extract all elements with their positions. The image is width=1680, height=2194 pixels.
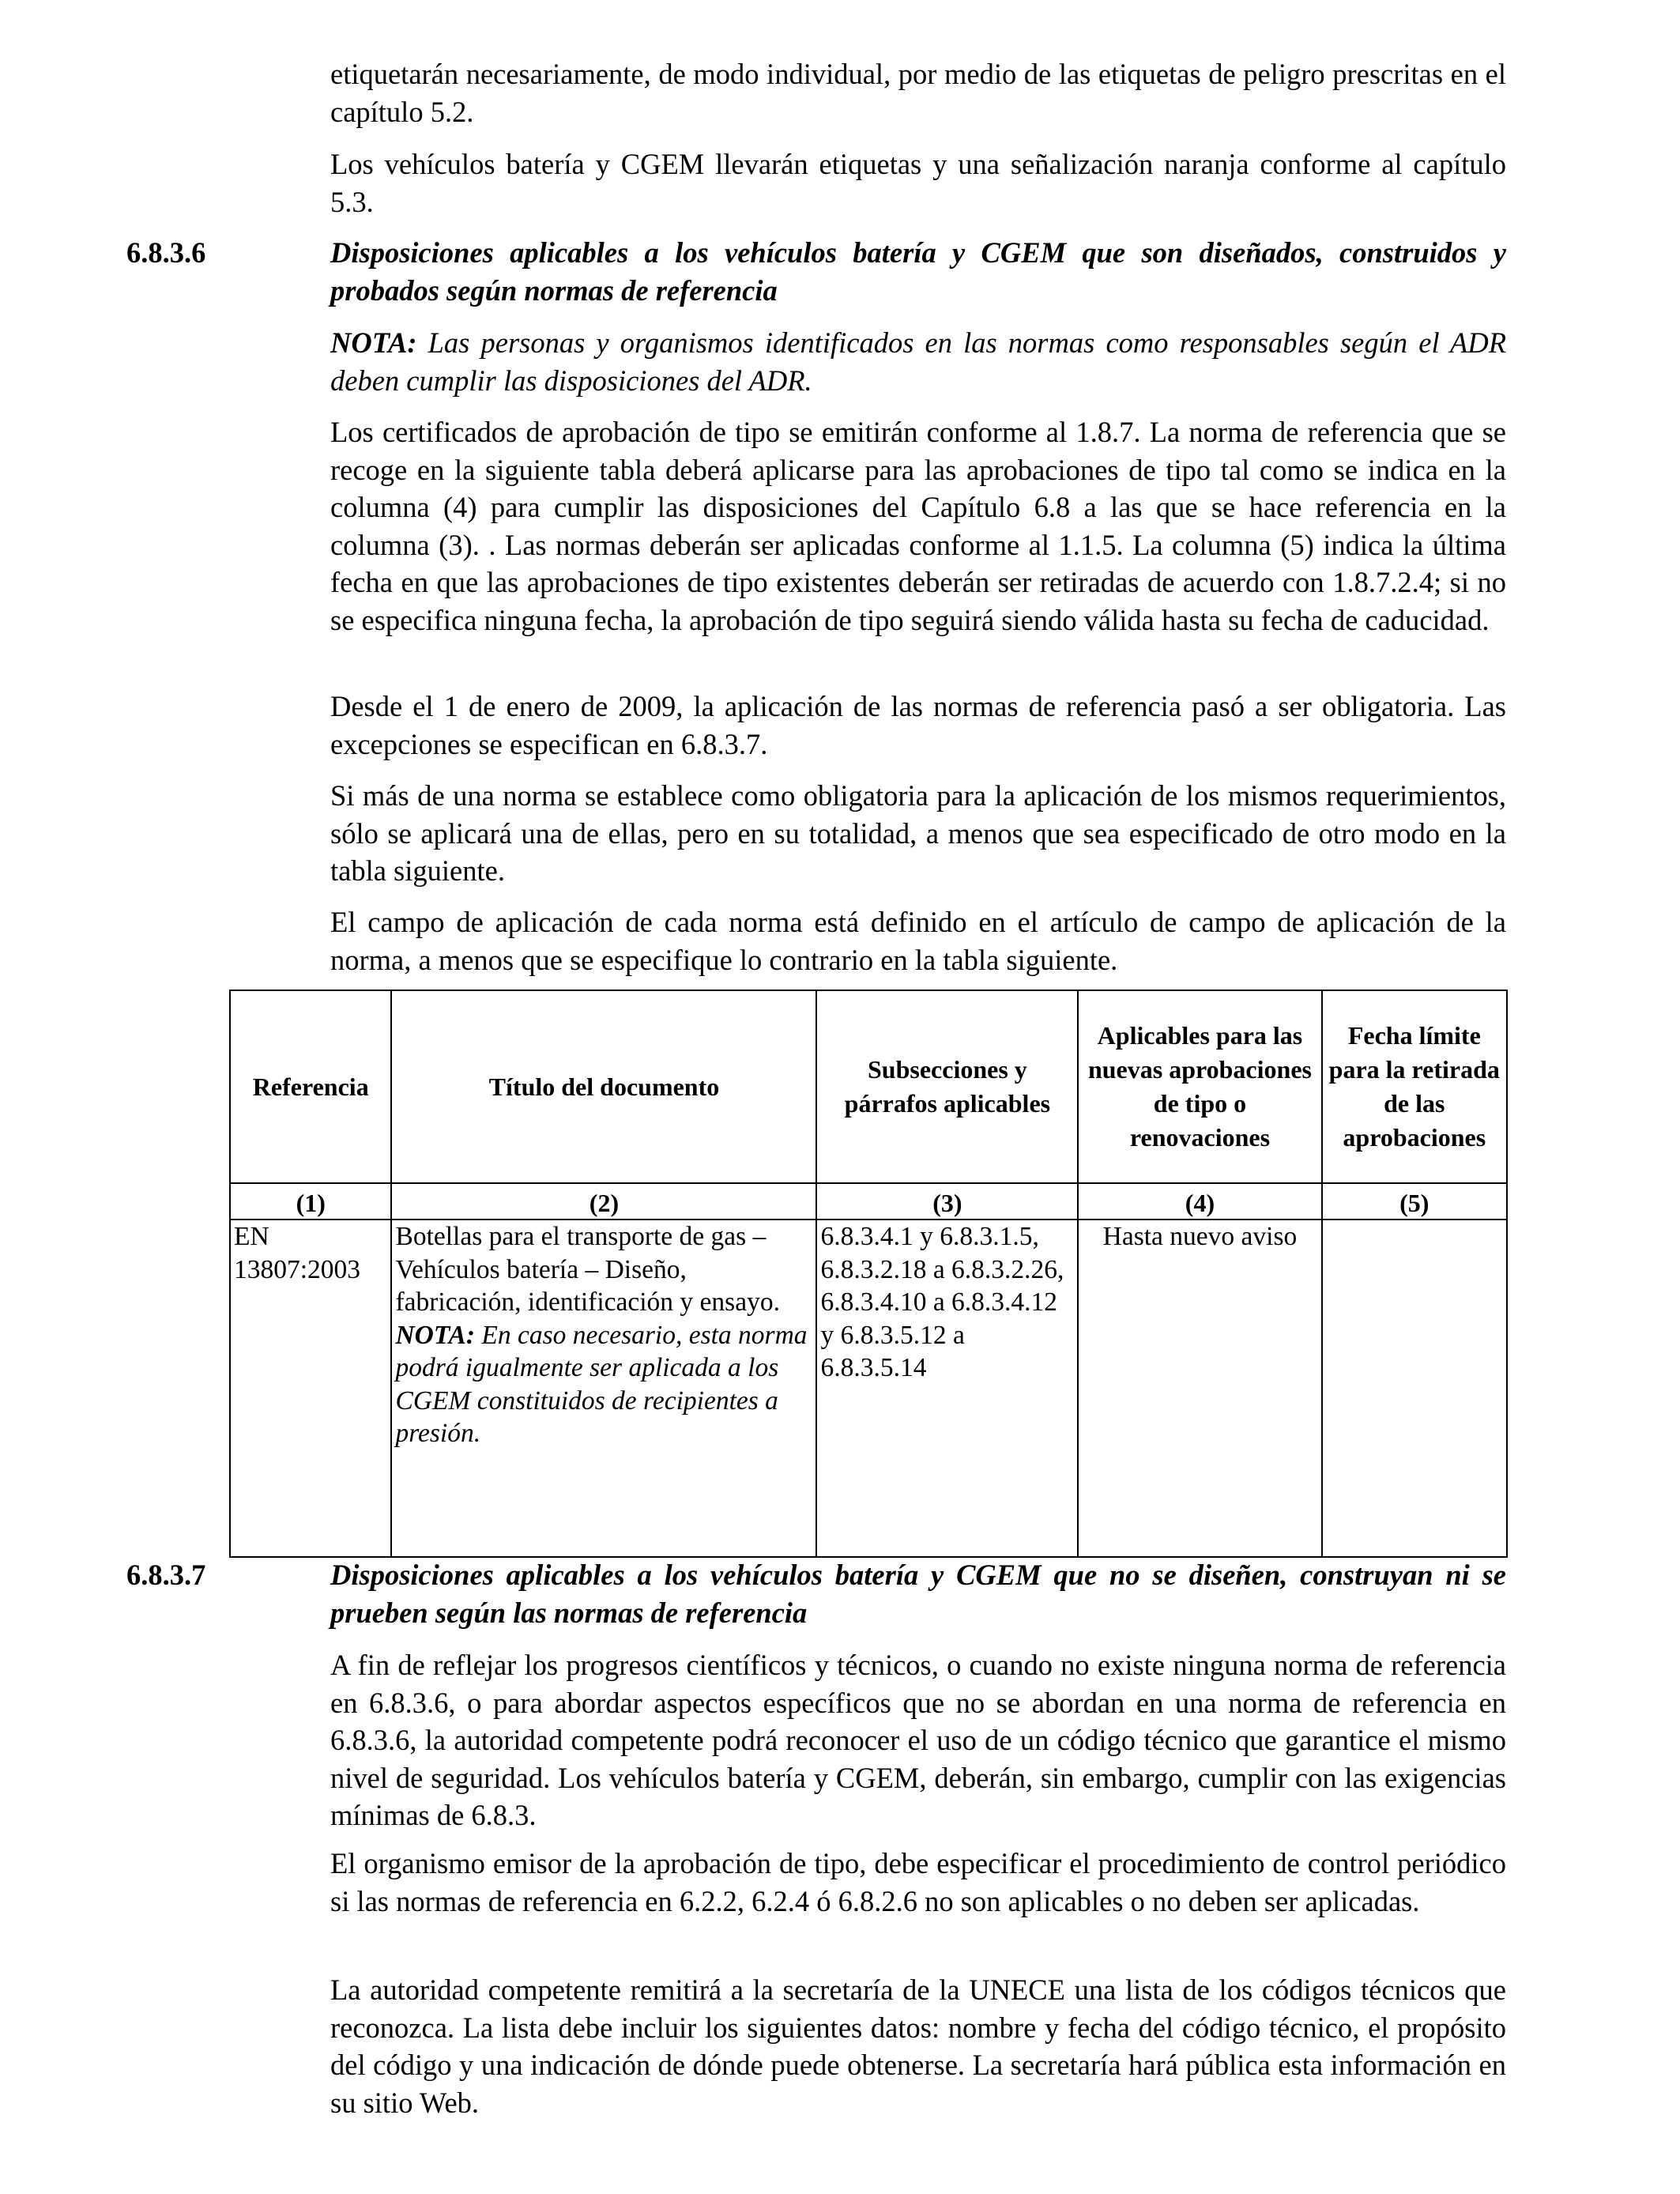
note-text: Las personas y organismos identificados en las normas como responsables según el ADR deben cumplir las disposiciones del ADR. xyxy=(330,326,1506,397)
column-number: (2) xyxy=(391,1183,816,1220)
table-header-row xyxy=(230,990,1507,1183)
paragraph-unece-list: La autoridad competente remitirá a la secretaría de la UNECE una lista de los códigos técnicos que reconozca. La lista debe incluir los siguientes datos: nombre y fecha del código técnico, el propósito del código y una indicación de dónde puede obtenerse. La secretaría hará pública esta información en su sitio Web. xyxy=(330,1973,1506,2119)
section-title: Disposiciones aplicables a los vehículos batería y CGEM que no se diseñen, construyan ni se prueben según las normas de referencia xyxy=(330,1559,1506,1629)
cell-reference: EN 13807:2003 xyxy=(230,1220,391,1557)
header-applicable: Aplicables para las nuevas aprobaciones de tipo o renovaciones xyxy=(1078,990,1321,1183)
column-number: (5) xyxy=(1322,1183,1507,1220)
cell-title xyxy=(391,1220,816,1557)
cell-note xyxy=(395,1321,807,1449)
header-deadline: Fecha límite para la retirada de las aprobaciones xyxy=(1322,990,1507,1183)
table-column-number-row xyxy=(230,1183,1507,1220)
header-reference: Referencia xyxy=(230,990,391,1183)
cell-applicable: Hasta nuevo aviso xyxy=(1078,1220,1321,1557)
note-label: NOTA: xyxy=(330,326,417,359)
column-number: (4) xyxy=(1078,1183,1321,1220)
section-number: 6.8.3.6 xyxy=(126,236,206,269)
paragraph-certificates: Los certificados de aprobación de tipo se emitirán conforme al 1.8.7. La norma de referencia que se recoge en la siguiente tabla deberá aplicarse para las aprobaciones de tipo tal como se indica en la columna (4) para cumplir las disposiciones del Capítulo 6.8 a las que se hace referencia en la columna (3). . Las normas deberán ser aplicadas conforme al 1.1.5. La columna (5) indica la última fecha en que las aprobaciones de tipo existentes deberán ser retiradas de acuerdo con 1.8.7.2.4; si no se especifica ninguna fecha, la aprobación de tipo seguirá siendo válida hasta su fecha de caducidad. xyxy=(330,416,1506,636)
cell-note-text: En caso necesario, esta norma podrá igualmente ser aplicada a los CGEM constituidos de recipientes a presión. xyxy=(395,1320,808,1448)
column-number: (3) xyxy=(816,1183,1078,1220)
standards-table xyxy=(229,990,1508,1558)
cell-title-text: Botellas para el transporte de gas – Vehículos batería – Diseño, fabricación, identificación y ensayo. xyxy=(395,1222,780,1317)
paragraph-continuation: etiquetarán necesariamente, de modo individual, por medio de las etiquetas de peligro prescritas en el capítulo 5.2. xyxy=(330,58,1506,128)
paragraph-mandatory: Desde el 1 de enero de 2009, la aplicación de las normas de referencia pasó a ser obligatoria. Las excepciones se especifican en 6.8.3.7. xyxy=(330,690,1506,760)
column-number: (1) xyxy=(230,1183,391,1220)
cell-subsections: 6.8.3.4.1 y 6.8.3.1.5, 6.8.3.2.18 a 6.8.3.2.26, 6.8.3.4.10 a 6.8.3.4.12 y 6.8.3.5.12 a 6.8.3.5.14 xyxy=(816,1220,1078,1557)
header-title: Título del documento xyxy=(391,990,816,1183)
paragraph-periodic-control: El organismo emisor de la aprobación de tipo, debe especificar el procedimiento de control periódico si las normas de referencia en 6.2.2, 6.2.4 ó 6.8.2.6 no son aplicables o no deben ser aplicadas. xyxy=(330,1847,1506,1917)
header-subsections: Subsecciones y párrafos aplicables xyxy=(816,990,1078,1183)
cell-note-label: NOTA: xyxy=(395,1320,475,1350)
paragraph-labels: Los vehículos batería y CGEM llevarán etiquetas y una señalización naranja conforme al capítulo 5.3. xyxy=(330,148,1506,218)
paragraph-scope: El campo de aplicación de cada norma está definido en el artículo de campo de aplicación de la norma, a menos que se especifique lo contrario en la tabla siguiente. xyxy=(330,906,1506,976)
note-paragraph xyxy=(330,324,1506,399)
paragraph-technical-code: A fin de reflejar los progresos científicos y técnicos, o cuando no existe ninguna norma de referencia en 6.8.3.6, o para abordar aspectos específicos que no se abordan en una norma de referencia en 6.8.3.6, la autoridad competente podrá reconocer el uso de un código técnico que garantice el mismo nivel de seguridad. Los vehículos batería y CGEM, deberán, sin embargo, cumplir con las exigencias mínimas de 6.8.3. xyxy=(330,1649,1506,1831)
table-row xyxy=(230,1220,1507,1557)
cell-deadline xyxy=(1322,1220,1507,1557)
section-title: Disposiciones aplicables a los vehículos batería y CGEM que son diseñados, construidos y probados según normas de referencia xyxy=(330,236,1506,307)
section-number: 6.8.3.7 xyxy=(126,1559,206,1591)
paragraph-multiple-standards: Si más de una norma se establece como obligatoria para la aplicación de los mismos requerimientos, sólo se aplicará una de ellas, pero en su totalidad, a menos que sea especificado de otro modo en la tabla siguiente. xyxy=(330,779,1506,887)
